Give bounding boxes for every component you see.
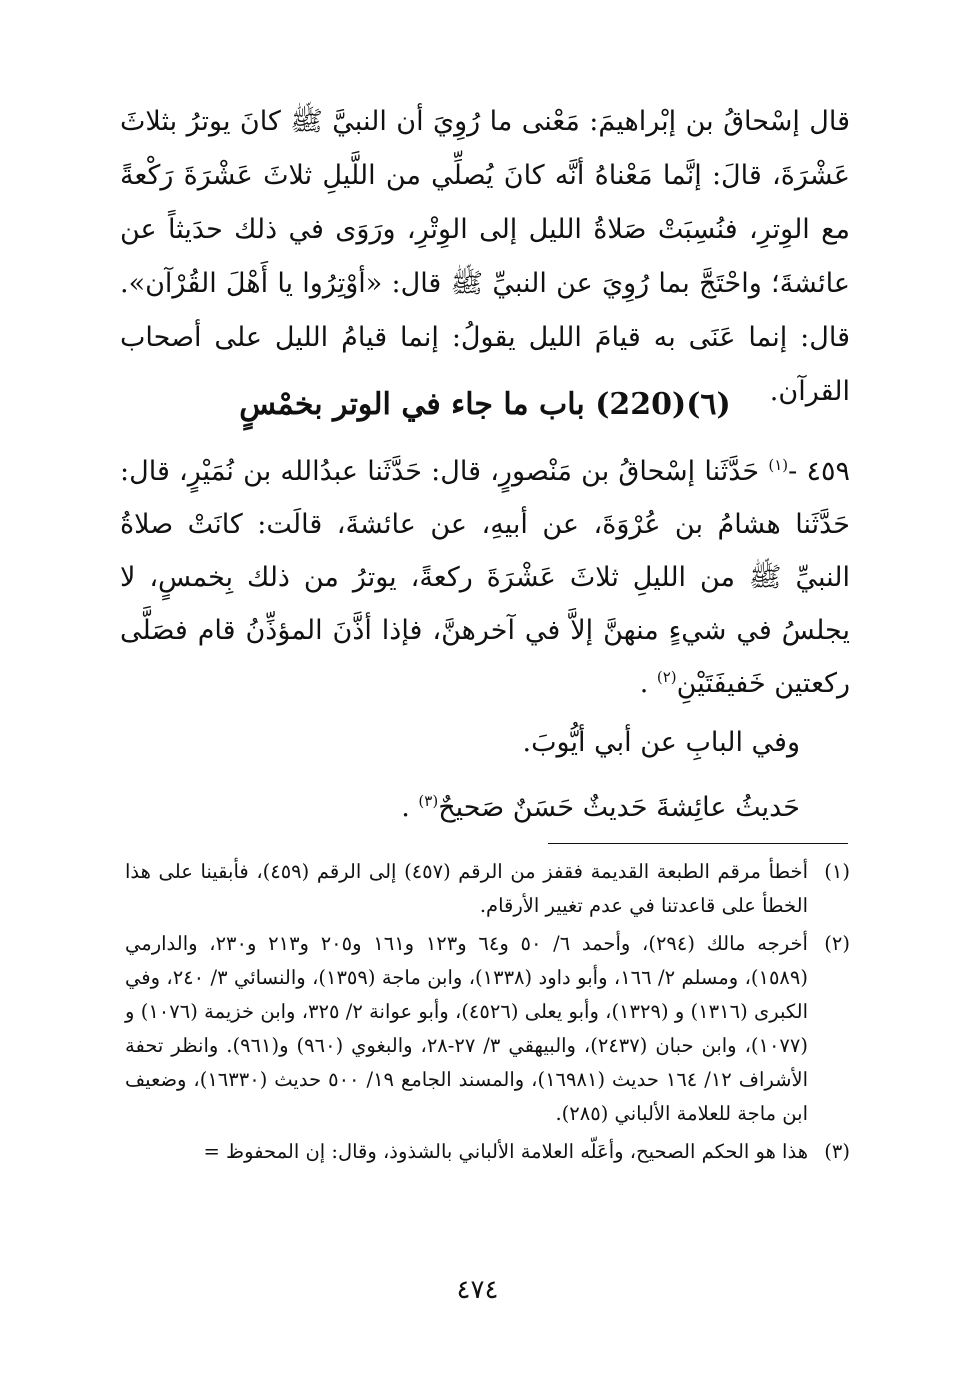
grade-line bbox=[401, 785, 800, 831]
main-paragraph-text: قال إسْحاقُ بن إبْراهيمَ: مَعْنى ما رُوِيَ أن النبيَّ ﷺ كانَ يوترُ بثلاثَ عَشْرَةَ، قالَ: إنَّما مَعْناهُ أنَّه كانَ يُصلِّي من اللَّيلِ ثلاثَ عَشْرَةَ رَكْعةً مع الوِترِ، فنُسِبَتْ صَلاةُ الليل إلى الوِتْرِ، ورَوَى في ذلك حدَيثاً عن عائشةَ؛ واحْتَجَّ بما رُوِيَ عن النبيِّ ﷺ قال: «أوْتِرُوا يا أَهْلَ القُرْآن». قال: إنما عَنَى به قيامَ الليل يقولُ: إنما قيامُ الليل على أصحاب القرآن. bbox=[120, 106, 850, 407]
bab-text: وفي البابِ عن أبي أيُّوبَ. bbox=[522, 727, 800, 758]
grade-footnote-ref: (٣) bbox=[418, 792, 439, 810]
hadith-text: حَدَّثَنا إسْحاقُ بن مَنْصورٍ، قال: حَدَّثَنا عبدُالله بن نُمَيْرٍ، قال: حَدَّثَنا هشامُ بن عُرْوَةَ، عن أبيهِ، عن عائشةَ، قالَت: كانَتْ صلاةُ النبيِّ ﷺ من الليلِ ثلاثَ عَشْرَةَ ركعةً، يوترُ من ذلك بِخمسٍ، لا يجلسُ في شيءٍ منهنَّ إلاَّ في آخرهنَّ، فإذا أذَّنَ المؤذِّنُ قام فصَلَّى ركعتين خَفيفَتَيْنِ bbox=[120, 456, 850, 699]
bab-line bbox=[523, 720, 800, 766]
hadith-paragraph bbox=[120, 445, 850, 710]
footnote-text: أخطأ مرقم الطبعة القديمة فقفز من الرقم (٤٥٧) إلى الرقم (٤٥٩)، فأبقينا على هذا الخطأ على قاعدتنا في عدم تغيير الأرقام. bbox=[125, 860, 809, 917]
hadith-end-mark: . bbox=[639, 668, 657, 699]
footnotes-section bbox=[125, 855, 850, 1173]
hadith-number-footnote-ref: (١) bbox=[768, 456, 789, 474]
footnote-number: (١) bbox=[824, 860, 850, 883]
page-number: ٤٧٤ bbox=[456, 1275, 499, 1305]
hadith-end-footnote-ref: (٢) bbox=[656, 668, 677, 686]
chapter-title: (٦)(220) باب ما جاء في الوتر بخمْسٍ bbox=[239, 387, 731, 422]
footnote-item bbox=[125, 927, 850, 1131]
footnote-number: (٢) bbox=[824, 932, 850, 955]
hadith-number: ٤٥٩ - bbox=[788, 456, 850, 487]
footnote-item bbox=[125, 1135, 850, 1169]
footnote-number: (٣) bbox=[824, 1140, 850, 1163]
footnote-divider bbox=[548, 843, 848, 844]
footnote-item bbox=[125, 855, 850, 923]
main-paragraph bbox=[120, 95, 850, 419]
footnote-text: هذا هو الحكم الصحيح، وأعَلّه العلامة الألباني بالشذوذ، وقال: إن المحفوظ = bbox=[203, 1140, 808, 1163]
footnote-text: أخرجه مالك (٢٩٤)، وأحمد ٦/ ٥٠ و٦٤ و١٢٣ و١٦١ و٢٠٥ و٢١٣ و٢٣٠، والدارمي (١٥٨٩)، ومسلم ٢/ ١٦٦، وأبو داود (١٣٣٨)، وابن ماجة (١٣٥٩)، والنسائي ٣/ ٢٤٠، وفي الكبرى (١٣١٦) و (١٣٢٩)، وأبو يعلى (٤٥٢٦)، وأبو عوانة ٢/ ٣٢٥، وابن خزيمة (١٠٧٦) و (١٠٧٧)، وابن حبان (٢٤٣٧)، والبيهقي ٣/ ٢٧-٢٨، والبغوي (٩٦٠) و(٩٦١). وانظر تحفة الأشراف ١٢/ ١٦٤ حديث (١٦٩٨١)، والمسند الجامع ١٩/ ٥٠٠ حديث (١٦٣٣٠)، وضعيف ابن ماجة للعلامة الألباني (٢٨٥). bbox=[125, 932, 808, 1125]
grade-text: حَديثُ عائِشةَ حَديثٌ حَسَنٌ صَحيحٌ bbox=[438, 792, 800, 823]
grade-end-mark: . bbox=[401, 792, 419, 823]
chapter-heading bbox=[120, 383, 850, 427]
